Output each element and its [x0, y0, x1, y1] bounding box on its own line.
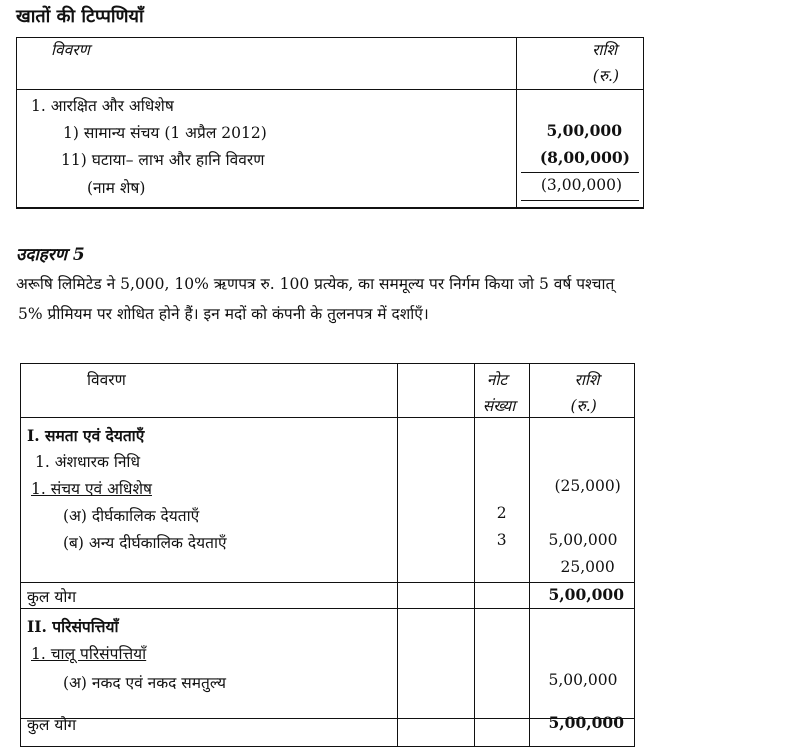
- t2-total1-label-cell: [21, 583, 398, 609]
- t2-sec2-note: [474, 609, 530, 719]
- t2-sec1-amount: [530, 418, 635, 583]
- t1-total-rule: [521, 172, 639, 173]
- t2-col1-header: विवरण: [87, 371, 126, 389]
- t1-line1-label: 1) सामान्य संचय (1 अप्रैल 2012): [63, 124, 267, 142]
- example-title: उदाहरण 5: [16, 245, 85, 265]
- section-title: खातों की टिप्पणियाँ: [16, 6, 144, 27]
- t2-total2-value: 5,00,000: [548, 713, 624, 732]
- t2-header-empty: [398, 364, 475, 418]
- balance-sheet-table: [20, 363, 635, 747]
- t1-col2-header: राशि: [592, 41, 617, 59]
- t2-total1-note: [474, 583, 530, 609]
- t2-total2-empty: [398, 719, 475, 747]
- t2-col4-header-line2: (रु.): [570, 397, 597, 415]
- t2-sec1-line4-value: 5,00,000: [548, 531, 618, 549]
- t1-col1-header: विवरण: [51, 41, 90, 59]
- t2-sec1-line2: 1. संचय एवं अधिशेष: [31, 480, 152, 498]
- t2-sec2-line2-value: 5,00,000: [548, 671, 618, 689]
- t1-line2-label: 11) घटाया– लाभ और हानि विवरण: [61, 151, 265, 169]
- t1-line2-value: (8,00,000): [539, 148, 630, 167]
- example-text-line1: अरूषि लिमिटेड ने 5,000, 10% ऋणपत्र रु. 100 प्रत्येक, का सममूल्य पर निर्गम किया जो 5 वर्ष पश्चात्: [16, 275, 615, 293]
- t2-total2-value-cell: [530, 713, 635, 747]
- t1-item-heading: 1. आरक्षित और अधिशेष: [31, 97, 174, 115]
- t2-sec2-amount: [530, 609, 635, 719]
- t2-total1-value-cell: [530, 583, 635, 609]
- t2-sec1-line4: (ब) अन्य दीर्घकालिक देयताएँ: [63, 534, 227, 552]
- t2-sec1-particulars: [21, 418, 398, 583]
- t2-sec1-line3-note: 2: [496, 504, 507, 522]
- notes-table: [16, 37, 644, 209]
- t1-total-double-rule: [521, 200, 639, 201]
- t2-sec1-title: I. समता एवं देयताएँ: [27, 426, 145, 445]
- t2-total2-label-cell: [21, 716, 398, 747]
- t1-line3-label: (नाम शेष): [87, 179, 146, 197]
- t2-total1-empty: [398, 583, 475, 609]
- t2-sec1-line1: 1. अंशधारक निधि: [35, 453, 140, 471]
- t2-total1-value: 5,00,000: [548, 585, 624, 604]
- t2-total1-label: कुल योग: [27, 588, 77, 606]
- t2-total2-note: [474, 719, 530, 747]
- t1-body-particulars: [17, 90, 517, 209]
- t2-col4-header-line1: राशि: [574, 371, 600, 389]
- t1-line3-value: (3,00,000): [540, 176, 622, 194]
- t2-sec1-line3: (अ) दीर्घकालिक देयताएँ: [63, 507, 200, 525]
- t1-col-particulars: [17, 38, 517, 90]
- t2-col3-header-line2: संख्या: [482, 397, 516, 415]
- t2-sec1-line4-note: 3: [496, 531, 507, 549]
- t2-sec1-line2-value: (25,000): [554, 477, 621, 495]
- t2-sec1-note: [474, 418, 530, 583]
- t2-sec2-particulars: [21, 609, 398, 719]
- t1-col-amount: [517, 38, 644, 90]
- t2-total2-label: कुल योग: [27, 716, 77, 734]
- t2-sec2-line1: 1. चालू परिसंपत्तियाँ: [31, 645, 147, 663]
- t2-sec2-title: II. परिसंपत्तियाँ: [27, 617, 119, 636]
- t2-sec1-empty: [398, 418, 475, 583]
- t1-body-amount: [517, 90, 644, 209]
- t2-sec2-line2: (अ) नकद एवं नकद समतुल्य: [63, 674, 226, 692]
- t2-sec1-line5-value: 25,000: [560, 558, 615, 576]
- t1-line1-value: 5,00,000: [546, 121, 622, 140]
- t2-sec2-empty: [398, 609, 475, 719]
- t2-header-particulars: [21, 364, 398, 418]
- t1-col2-unit: (रु.): [592, 67, 619, 85]
- example-text-line2: 5% प्रीमियम पर शोधित होने हैं। इन मदों को कंपनी के तुलनपत्र में दर्शाएँ।: [18, 305, 429, 323]
- t2-header-amount: [530, 364, 635, 418]
- t2-col3-header-line1: नोट: [486, 371, 508, 389]
- t2-header-note: [474, 364, 530, 418]
